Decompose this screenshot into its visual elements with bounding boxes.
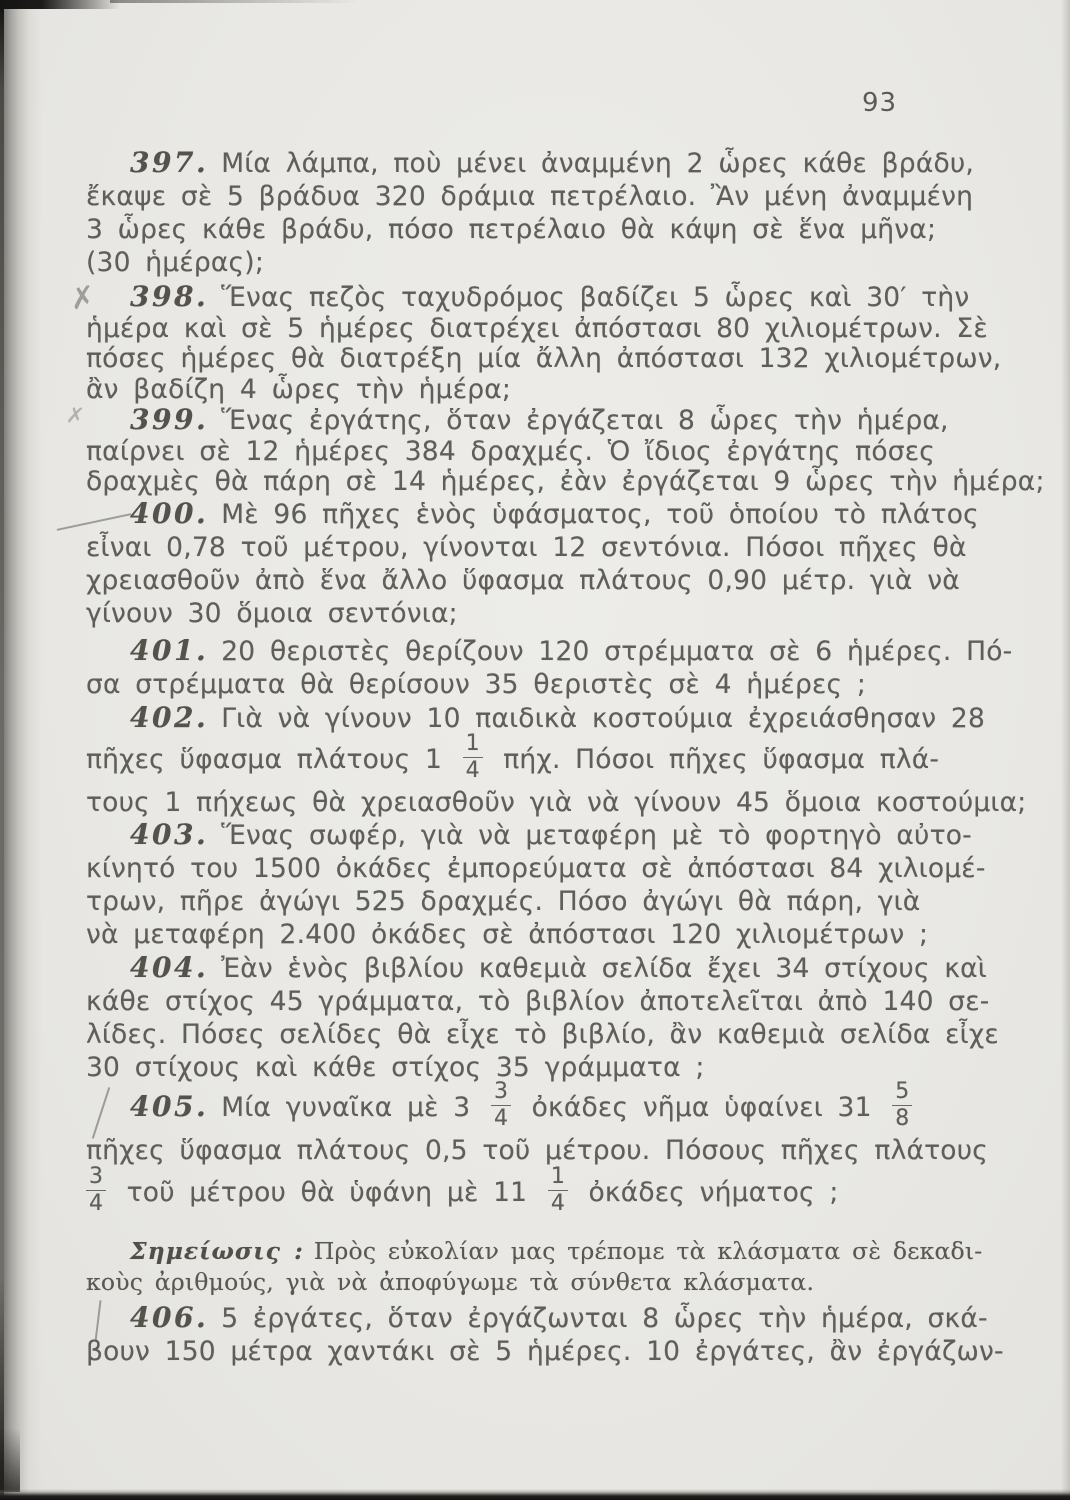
problem-text-line: ἡμέρα καὶ σὲ 5 ἡμέρες διατρέχει ἀπόστασι 80 χιλιομέτρων. Σὲ bbox=[86, 312, 988, 344]
problem-text-segment: τοῦ μέτρου θὰ ὑφάνη μὲ 11 bbox=[126, 1177, 528, 1209]
note-label: Σημείωσις : bbox=[130, 1237, 304, 1265]
problem-text-line: λίδες. Πόσες σελίδες θὰ εἶχε τὸ βιβλίο, ἂν καθεμιὰ σελίδα εἶχε bbox=[86, 1019, 999, 1050]
problem-text-line: Γιὰ νὰ γίνουν 10 παιδικὰ κοστούμια ἐχρειάσθησαν 28 bbox=[221, 703, 986, 734]
fraction-numerator: 3 bbox=[86, 1165, 106, 1191]
problem-404 bbox=[86, 951, 1010, 1084]
problem-text-line: Ἕνας πεζὸς ταχυδρόμος βαδίζει 5 ὧρες καὶ 30′ τὴν bbox=[221, 282, 970, 313]
problem-number: 402. bbox=[130, 701, 209, 734]
problem-text-line: νὰ μεταφέρη 2.400 ὀκάδες σὲ ἀπόστασι 120 χιλιομέτρων ; bbox=[86, 919, 929, 950]
fraction bbox=[463, 732, 483, 783]
problem-number: 403. bbox=[130, 818, 209, 851]
problem-text-line: χρειασθοῦν ἀπὸ ἕνα ἄλλο ὕφασμα πλάτους 0,90 μέτρ. γιὰ νὰ bbox=[86, 565, 960, 596]
problem-text-line: 30 στίχους καὶ κάθε στίχος 35 γράμματα ; bbox=[86, 1052, 705, 1083]
book-edge-dark-line bbox=[0, 0, 4, 1500]
scan-corner-shadow-top-left bbox=[0, 0, 120, 9]
note-paragraph bbox=[86, 1236, 1010, 1298]
fraction bbox=[491, 1080, 511, 1131]
fraction-numerator: 5 bbox=[892, 1080, 912, 1106]
scan-top-edge-line bbox=[110, 0, 360, 3]
problem-number: 404. bbox=[130, 951, 209, 984]
problem-text-line: βουν 150 μέτρα χαντάκι σὲ 5 ἡμέρες. 10 ἐργάτες, ἂν ἐργάζων- bbox=[86, 1336, 1004, 1367]
problem-text-line: Ἐὰν ἑνὸς βιβλίου καθεμιὰ σελίδα ἔχει 34 στίχους καὶ bbox=[221, 953, 987, 984]
pencil-x-mark-icon: ✗ bbox=[67, 279, 98, 318]
page-number: 93 bbox=[862, 88, 898, 118]
problem-number: 397. bbox=[130, 146, 209, 179]
fraction-denominator: 4 bbox=[89, 1191, 103, 1217]
problem-text-line: κάθε στίχος 45 γράμματα, τὸ βιβλίον ἀποτελεῖται ἀπὸ 140 σε- bbox=[86, 986, 990, 1017]
problem-402 bbox=[86, 701, 1027, 819]
fraction-denominator: 4 bbox=[465, 758, 480, 784]
problem-text-line: κίνητό του 1500 ὀκάδες ἐμπορεύματα σὲ ἀπόστασι 84 χιλιομέ- bbox=[86, 853, 986, 884]
scan-right-edge-shade bbox=[1061, 0, 1070, 1500]
problem-text-segment: ὀκάδες νῆμα ὑφαίνει 31 bbox=[531, 1092, 872, 1123]
problem-text-line: τους 1 πήχεως θὰ χρειασθοῦν γιὰ νὰ γίνουν 45 ὅμοια κοστούμια; bbox=[86, 787, 1027, 819]
problem-text-segment: πήχ. Πόσοι πῆχες ὕφασμα πλά- bbox=[503, 744, 940, 776]
problem-text-line: 5 ἐργάτες, ὅταν ἐργάζωνται 8 ὧρες τὴν ἡμέρα, σκά- bbox=[221, 1303, 988, 1334]
problem-399 bbox=[86, 403, 1045, 498]
problem-405 bbox=[86, 1078, 1010, 1219]
note-text-line: Πρὸς εὐκολίαν μας τρέπομε τὰ κλάσματα σὲ δεκαδι- bbox=[313, 1237, 983, 1265]
book-binding-shadow bbox=[0, 0, 42, 1500]
problem-number: 406. bbox=[130, 1301, 209, 1334]
problem-text-line: ἂν βαδίζη 4 ὧρες τὴν ἡμέρα; bbox=[86, 373, 512, 405]
fraction bbox=[892, 1080, 912, 1131]
scan-corner-shadow-bottom-left bbox=[0, 1428, 20, 1492]
problem-text-line: Μία λάμπα, ποὺ μένει ἀναμμένη 2 ὧρες κάθε βράδυ, bbox=[221, 148, 975, 179]
problem-number: 398. bbox=[130, 280, 209, 313]
problem-text-line: πόσες ἡμέρες θὰ διατρέξη μία ἄλλη ἀπόστασι 132 χιλιομέτρων, bbox=[86, 343, 1002, 374]
problem-number: 399. bbox=[130, 403, 209, 436]
problem-text-segment: Μία γυναῖκα μὲ 3 bbox=[221, 1092, 471, 1123]
problem-text-line: Ἕνας ἐργάτης, ὅταν ἐργάζεται 8 ὧρες τὴν ἡμέρα, bbox=[221, 405, 949, 436]
problem-text-line: (30 ἡμέρας); bbox=[86, 247, 264, 278]
problem-text-line: δραχμὲς θὰ πάρη σὲ 14 ἡμέρες, ἐὰν ἐργάζεται 9 ὧρες τὴν ἡμέρα; bbox=[86, 466, 1045, 497]
note-text-line: κοὺς ἀριθμούς, γιὰ νὰ ἀποφύγωμε τὰ σύνθετα κλάσματα. bbox=[86, 1268, 815, 1296]
problem-406 bbox=[86, 1301, 1010, 1368]
problem-text-line: παίρνει σὲ 12 ἡμέρες 384 δραχμές. Ὁ ἴδιος ἐργάτης πόσες bbox=[86, 435, 936, 467]
problem-number: 401. bbox=[130, 634, 209, 667]
problem-403 bbox=[86, 818, 1010, 951]
problem-text-line: πῆχες ὕφασμα πλάτους 0,5 τοῦ μέτρου. Πόσους πῆχες πλάτους bbox=[86, 1135, 988, 1167]
problem-text-line: ἔκαψε σὲ 5 βράδυα 320 δράμια πετρέλαιο. Ἂν μένη ἀναμμένη bbox=[86, 181, 974, 212]
problem-text-line: γίνουν 30 ὅμοια σεντόνια; bbox=[86, 598, 458, 629]
scan-bottom-edge-shadow bbox=[0, 1489, 1070, 1500]
fraction bbox=[548, 1165, 568, 1216]
problem-text-line: εἶναι 0,78 τοῦ μέτρου, γίνονται 12 σεντόνια. Πόσοι πῆχες θὰ bbox=[86, 532, 967, 563]
problem-number: 405. bbox=[130, 1090, 209, 1123]
problem-401 bbox=[86, 634, 1013, 701]
fraction-denominator: 4 bbox=[550, 1191, 565, 1217]
fraction bbox=[86, 1165, 106, 1216]
problem-text-line: 3 ὧρες κάθε βράδυ, πόσο πετρέλαιο θὰ κάψη σὲ ἕνα μῆνα; bbox=[86, 214, 937, 245]
fraction-numerator: 1 bbox=[548, 1165, 568, 1191]
pencil-x-mark-icon: ✗ bbox=[64, 403, 86, 430]
fraction-denominator: 4 bbox=[493, 1106, 508, 1131]
fraction-numerator: 1 bbox=[463, 732, 483, 758]
problem-text-line: Μὲ 96 πῆχες ἑνὸς ὑφάσματος, τοῦ ὁποίου τὸ πλάτος bbox=[221, 499, 979, 530]
problem-text-segment: πῆχες ὕφασμα πλάτους 1 bbox=[86, 744, 443, 776]
problem-397 bbox=[86, 146, 1010, 279]
problem-400 bbox=[86, 497, 1010, 630]
problem-text-segment: ὀκάδες νήματος ; bbox=[588, 1177, 839, 1209]
fraction-denominator: 8 bbox=[895, 1106, 910, 1131]
fraction-numerator: 3 bbox=[491, 1080, 511, 1106]
problem-text-line: σα στρέμματα θὰ θερίσουν 35 θεριστὲς σὲ 4 ἡμέρες ; bbox=[86, 669, 866, 700]
problem-text-line: τρων, πῆρε ἀγώγι 525 δραχμές. Πόσο ἀγώγι θὰ πάρη, γιὰ bbox=[86, 886, 921, 917]
problem-text-line: 20 θεριστὲς θερίζουν 120 στρέμματα σὲ 6 ἡμέρες. Πό- bbox=[221, 636, 1013, 667]
problem-number: 400. bbox=[130, 497, 209, 530]
problem-text-line: Ἕνας σωφέρ, γιὰ νὰ μεταφέρη μὲ τὸ φορτηγὸ αὐτο- bbox=[221, 820, 972, 851]
problem-398 bbox=[86, 282, 1010, 405]
